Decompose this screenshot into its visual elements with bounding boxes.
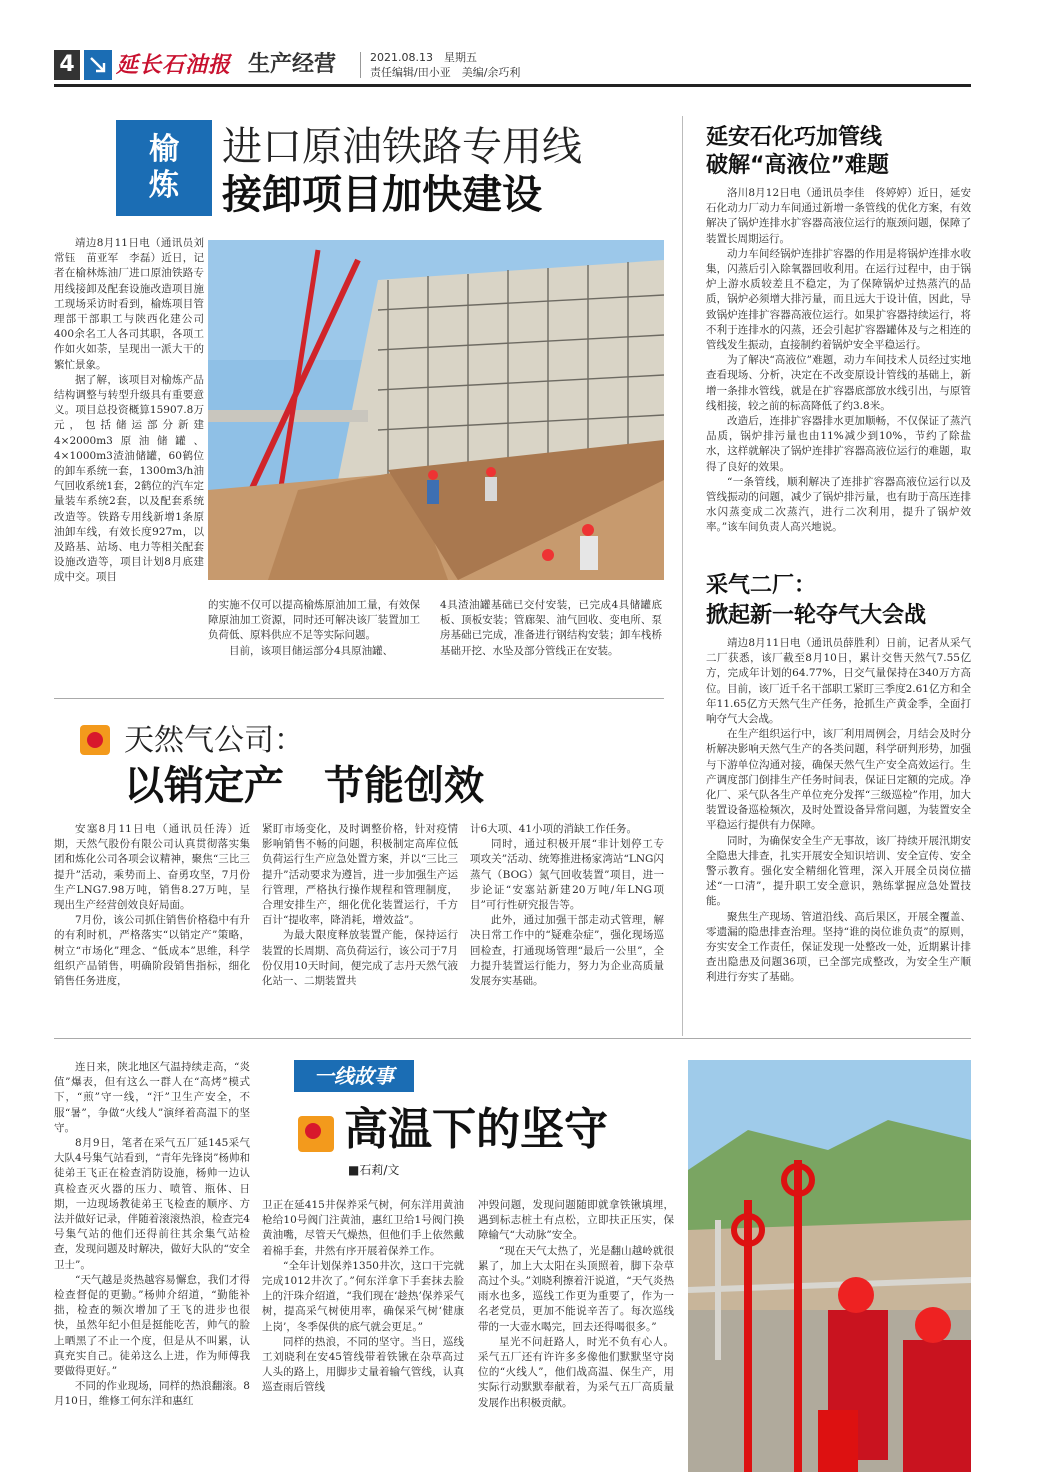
paragraph: 聚焦生产现场、管道沿线、高后果区，开展全覆盖、零遗漏的隐患排查治理。坚持“谁的岗位谁负责”的原则，夯实安全工作责任，保证发现一处整改一处，近期累计排查出隐患及问题36项，已全部完成整改，为安全生产顺利进行夯实了基础。 bbox=[706, 910, 971, 984]
paragraph: “现在天气太热了，光是翻山越岭就很累了，加上大太阳在头顶照着，脚下杂草高过个头。”刘晓利擦着汗说道，“天气炎热雨水也多，巡线工作更为重要了，作为一名老党员，更加不能说辛苦了。每次巡线带的一大壶水喝完，回去还得喝很多。” bbox=[478, 1244, 674, 1333]
paragraph: “一条管线，顺利解决了连排扩容器高液位运行以及管线振动的问题，减少了锅炉排污量，也有助于高压连排水闪蒸变成二次蒸汽，进行二次利用，提升了锅炉效率。”该车间负责人高兴地说。 bbox=[706, 475, 971, 534]
article2-body bbox=[706, 186, 971, 536]
section-title: 生产经营 bbox=[248, 52, 337, 77]
article3-title-line1: 采气二厂： bbox=[706, 573, 817, 598]
editors: 责任编辑/田小亚 美编/余巧利 bbox=[370, 66, 521, 79]
paragraph: 同时，通过积极开展“非计划停工专项攻关”活动、统筹推进杨家湾站“LNG闪蒸气（BOG）氮气回收装置”项目，进一步论证“安塞站新建20万吨/年LNG项目”可行性研究报告等。 bbox=[470, 838, 664, 912]
article4-title-line2: 以销定产 节能创效 bbox=[124, 763, 484, 809]
paragraph: “天气越是炎热越容易懈怠，我们才得检查督促的更勤。”杨帅介绍道，“勤能补拙，检查的频次增加了王飞的进步也很快，虽然年纪小但是挺能吃苦，帅气的脸上晒黑了不止一个度，但是从不叫累，认真充实自己。徒弟这么上进，作为师傅我要做得更好。” bbox=[54, 1273, 250, 1378]
article1-title-line1: 进口原油铁路专用线 bbox=[222, 124, 582, 170]
article4-col2 bbox=[262, 822, 458, 989]
tag-bottom: 炼 bbox=[149, 168, 179, 203]
paragraph: 目前，该项目储运部分4具原油罐、 bbox=[229, 644, 394, 657]
story-badge-icon bbox=[298, 1116, 334, 1152]
article5-byline: ■石莉/文 bbox=[348, 1163, 400, 1177]
section-rule bbox=[54, 1038, 971, 1039]
article1-tag bbox=[116, 120, 212, 216]
article1-title-line2: 接卸项目加快建设 bbox=[222, 172, 542, 218]
paragraph: 改造后，连排扩容器排水更加顺畅，不仅保证了蒸汽品质，锅炉排污量也由11%减少到10%，节约了除盐水，这样就解决了锅炉连排扩容器高液位运行的难题，取得了良好的效果。 bbox=[706, 415, 971, 473]
paragraph: 的实施不仅可以提高榆炼原油加工量，有效保障原油加工资源，同时还可解决该厂装置加工负荷低、原料供应不足等实际问题。 bbox=[208, 599, 420, 642]
paragraph: “全年计划保养1350井次，这口干完就完成1012井次了。”何东洋拿下手套抹去脸上的汗珠介绍道，“我们现在‘趁热’保养采气树，提高采气树使用率，确保采气树‘健康上岗’，冬季保供的底气就会更足。” bbox=[262, 1259, 464, 1333]
article1-body-cont2 bbox=[440, 598, 662, 659]
paragraph: 为最大限度释放装置产能，保持运行装置的长周期、高负荷运行，该公司于7月份仅用10天时间，便完成了志丹天然气液化站一、二期装置共 bbox=[262, 929, 458, 988]
article1-body bbox=[54, 236, 204, 674]
header-meta bbox=[370, 50, 520, 80]
article2-title-line2: 破解“高液位”难题 bbox=[706, 153, 889, 178]
issue-weekday: 星期五 bbox=[443, 51, 477, 64]
newspaper-logo: 延长石油报 bbox=[116, 52, 232, 78]
paragraph: 紧盯市场变化，及时调整价格，针对疫情影响销售不畅的问题，积极制定高库位低负荷运行生产应急处置方案，并以“三比三提升”活动要求为遵旨，进一步加强生产运行管理，严格执行操作规程和管理制度，合理安排生产，细化优化装置运行，千方百计“提收率，降消耗，增效益”。 bbox=[262, 823, 458, 927]
paragraph: 星光不问赶路人，时光不负有心人。采气五厂还有许许多多像他们默默坚守岗位的“火线人”，他们战高温、保生产，用实际行动默默奉献着，为采气五厂高质量发展作出积极贡献。 bbox=[478, 1335, 674, 1409]
article5-col1 bbox=[54, 1060, 250, 1470]
header-rule bbox=[54, 84, 971, 87]
tag-top: 榆 bbox=[149, 132, 179, 167]
article4-col1 bbox=[54, 822, 250, 989]
paragraph: 4具渣油罐基础已交付安装，已完成4具储罐底板、顶板安装；管廊架、油气回收、变电所、泵房基础已完成，准备进行钢结构安装；卸车栈桥基础开挖、水坠及部分管线正在安装。 bbox=[440, 599, 662, 657]
paragraph: 卫正在延415井保养采气树，何东洋用黄油枪给10号阀门注黄油，惠红卫给1号阀门换黄油嘴，尽管天气燥热，但他们手上依然戴着棉手套，井然有序开展着保养工作。 bbox=[262, 1199, 464, 1257]
paragraph: 不同的作业现场，同样的热浪翻滚。8月10日，维修工何东洋和惠红 bbox=[54, 1380, 250, 1408]
paragraph: 动力车间经锅炉连排扩容器的作用是将锅炉连排水收集，闪蒸后引入除氧器回收利用。在运行过程中，由于锅炉上游水质较差且不稳定，为了保障锅炉过热蒸汽的品质，锅炉必须增大排污量，而且远大于设计值，因此，导致锅炉连排扩容器高液位运行。如果扩容器持续运行，将不利于连排水的闪蒸，还会引起扩容器罐体及与之相连的管线发生振动，直接制约着锅炉安全平稳运行。 bbox=[706, 247, 971, 352]
paragraph: 7月份，该公司抓住销售价格稳中有升的有利时机，严格落实“以销定产”策略，树立“市场化”理念、“低成本”思维，科学组织产品销售，明确阶段销售指标，细化销售任务进度， bbox=[54, 914, 250, 988]
paragraph: 据了解，该项目对榆炼产品结构调整与转型升级具有重要意义。项目总投资概算15907.8万元，包括储运部分新建4×2000m3原油储罐、4×1000m3渣油储罐，60鹤位的卸车系统一套，1300m3/h油气回收系统1套，2鹤位的汽车定量装车系统2套，以及配套系统改造等。铁路专用线新增1条原油卸车线，有效长度927m，以及路基、站场、电力等相关配套设施改造等，项目计划8月底建成中交。项目 bbox=[54, 373, 204, 584]
paragraph: 靖边8月11日电（通讯员薛胜利）日前，记者从采气二厂获悉，该厂截至8月10日，累计交售天然气7.55亿方，完成年计划的64.77%，日交气量保持在340万方高位。目前，该厂近千名干部职工紧盯三季度2.61亿方和全年11.65亿方天然气生产任务，抢抓生产黄金季，全面打响夺气大会战。 bbox=[706, 637, 971, 726]
article5-title: 高温下的坚守 bbox=[344, 1104, 608, 1155]
article1-body-cont1 bbox=[208, 598, 420, 659]
paragraph: 同样的热浪，不同的坚守。当日，巡线工刘晓利在安45管线带着铁锹在杂草高过人头的路上，用脚步丈量着输气管线，认真巡查雨后管线 bbox=[262, 1335, 464, 1394]
article3-body bbox=[706, 636, 971, 986]
issue-date: 2021.08.13 bbox=[370, 51, 433, 64]
paragraph: 此外，通过加强干部走动式管理，解决日常工作中的“疑难杂症”，强化现场巡回检查，打通现场管理“最后一公里”，全力提升装置运行能力，努力为企业高质量发展夯实基础。 bbox=[470, 914, 664, 988]
section-rule bbox=[54, 698, 664, 699]
paragraph: 靖边8月11日电（通讯员刘常钰 苗亚军 李磊）近日，记者在榆林炼油厂进口原油铁路专用线接卸及配套设施改造项目施工现场采访时看到，榆炼项目管理部干部职工与陕西化建公司400余名工人各司其职，各项工作如火如荼，呈现出一派大干的繁忙景象。 bbox=[54, 237, 204, 371]
paragraph: 为了解决“高液位”难题，动力车间技术人员经过实地查看现场、分析，决定在不改变原设计管线的基础上，新增一条排水管线，就是在扩容器底部放水线引出，与原管线相接，较之前的标高降低了约3.8米。 bbox=[706, 354, 971, 412]
arrow-icon bbox=[84, 50, 112, 80]
page-number: 4 bbox=[54, 50, 80, 80]
story-kicker: 一线故事 bbox=[294, 1060, 414, 1092]
article2-title-line1: 延安石化巧加管线 bbox=[706, 125, 883, 150]
story-badge-icon bbox=[80, 725, 110, 755]
paragraph: 计6大项、41小项的消缺工作任务。 bbox=[470, 823, 638, 835]
article3-title-line2: 掀起新一轮夺气大会战 bbox=[706, 603, 927, 628]
construction-photo bbox=[208, 240, 664, 580]
paragraph: 洛川8月12日电（通讯员李佳 佟婷婷）近日，延安石化动力厂动力车间通过新增一条管线的优化方案，有效解决了锅炉连排水扩容器高液位运行的瓶颈问题，保障了装置长周期运行。 bbox=[706, 187, 971, 245]
article5-col3 bbox=[478, 1198, 674, 1411]
workers-photo bbox=[688, 1060, 971, 1472]
column-divider bbox=[682, 116, 683, 1036]
paragraph: 安塞8月11日电（通讯员任涛）近期，天然气股份有限公司认真贯彻落实集团和炼化公司各项会议精神，聚焦“三比三提升”活动，乘势而上、奋勇攻坚，7月份生产LNG7.98万吨，销售8.27万吨，呈现出生产经营创效良好局面。 bbox=[54, 823, 250, 912]
paragraph: 8月9日，笔者在采气五厂延145采气大队4号集气站看到，“青年先锋岗”杨帅和徒弟王飞正在检查消防设施，杨帅一边认真检查灭火器的压力、喷管、瓶体、日期，一边现场教徒弟王飞检查的顺序、方法并做好记录，伴随着滚滚热浪，检查完4号集气站的他们还得前往其余集气站检查，发现问题及时解决，做好大队的“安全卫士”。 bbox=[54, 1137, 250, 1271]
paragraph: 在生产组织运行中，该厂利用周例会，月结会及时分析解决影响天然气生产的各类问题，科学研判形势，加强与下游单位沟通对接，确保天然气生产安全高效运行。生产调度部门倒排生产任务时间表，保证日定额的完成。净化厂、采气队各生产单位充分发挥“三级巡检”作用，加大装置设备巡检频次，及时处置设备异常问题，为装置安全平稳运行提供有力保障。 bbox=[706, 728, 971, 832]
header-divider bbox=[360, 52, 361, 78]
article5-col2 bbox=[262, 1198, 464, 1396]
article4-col3 bbox=[470, 822, 664, 989]
paragraph: 同时，为确保安全生产无事故，该厂持续开展汛期安全隐患大排查，扎实开展安全知识培训、安全宣传、安全警示教育。强化安全精细化管理，深入开展全员岗位描述“一口清”，提升职工安全意识，熟练掌握应急处置技能。 bbox=[706, 834, 971, 908]
article4-title-line1: 天然气公司： bbox=[124, 723, 304, 758]
paragraph: 冲毁问题，发现问题随即就拿铁锹填埋，遇到标志桩土有点松，立即扶正压实，保障输气“大动脉”安全。 bbox=[478, 1199, 674, 1242]
paragraph: 连日来，陕北地区气温持续走高，“炎值”爆表，但有这么一群人在“高烤”模式下，“煎”守一线，“汗”卫生产安全，不服“暑”，争做“火线人”演绎着高温下的坚守。 bbox=[54, 1061, 250, 1134]
